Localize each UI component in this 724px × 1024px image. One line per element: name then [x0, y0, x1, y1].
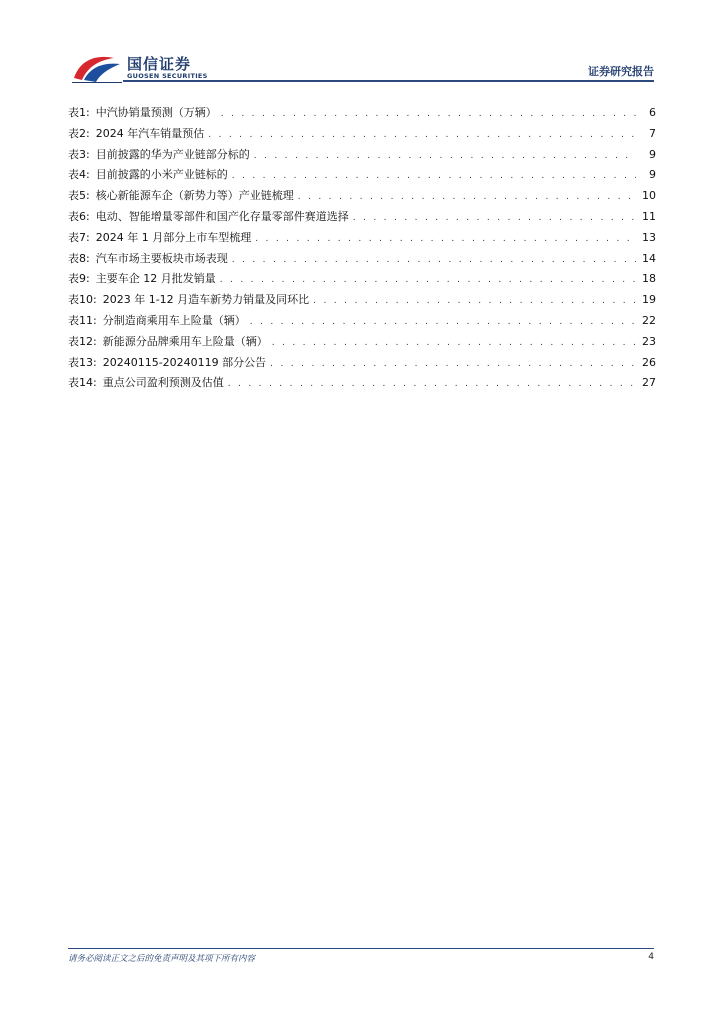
toc-entry-label: 表6:	[68, 209, 90, 223]
report-type-label: 证券研究报告	[588, 65, 654, 78]
toc-leader-dots	[270, 359, 636, 369]
toc-leader-dots	[250, 317, 636, 327]
page-header	[0, 0, 724, 86]
toc-entry-label: 表4:	[68, 168, 90, 182]
header-divider	[123, 80, 654, 82]
footer-disclaimer: 请务必阅读正文之后的免责声明及其项下所有内容	[68, 954, 256, 964]
toc-entry-title: 汽车市场主要板块市场表现	[95, 251, 228, 265]
toc-entry-page: 10	[642, 189, 656, 203]
table-of-contents	[68, 104, 656, 395]
logo-chinese-name: 国信证券	[127, 55, 192, 73]
page-number: 4	[648, 952, 654, 962]
toc-entry[interactable]	[68, 270, 656, 291]
toc-leader-dots	[232, 171, 636, 181]
toc-entry[interactable]	[68, 104, 656, 125]
toc-entry-title: 20240115-20240119 部分公告	[102, 355, 267, 369]
toc-entry-title: 2023 年 1-12 月造车新势力销量及同环比	[102, 293, 310, 307]
toc-leader-dots	[208, 130, 636, 140]
toc-entry-page: 23	[642, 334, 656, 348]
toc-entry-label: 表9:	[68, 272, 90, 286]
toc-entry-title: 2024 年 1 月部分上市车型梳理	[95, 230, 252, 244]
toc-entry-label: 表11:	[68, 313, 97, 327]
toc-leader-dots	[298, 192, 636, 202]
toc-entry-page: 11	[642, 209, 656, 223]
toc-entry-page: 13	[642, 230, 656, 244]
toc-entry[interactable]	[68, 374, 656, 395]
toc-entry-label: 表3:	[68, 147, 90, 161]
toc-entry-label: 表5:	[68, 189, 90, 203]
toc-entry[interactable]	[68, 312, 656, 333]
footer-divider	[68, 948, 654, 949]
toc-entry-page: 26	[642, 355, 656, 369]
toc-entry-label: 表1:	[68, 106, 90, 119]
toc-entry[interactable]	[68, 229, 656, 250]
toc-entry-title: 重点公司盈利预测及估值	[102, 376, 224, 390]
toc-entry-title: 新能源分品牌乘用车上险量（辆）	[102, 334, 268, 348]
toc-entry-label: 表13:	[68, 355, 97, 369]
toc-leader-dots	[353, 213, 636, 223]
toc-entry-label: 表12:	[68, 334, 97, 348]
toc-entry[interactable]	[68, 354, 656, 375]
toc-entry-page: 9	[649, 147, 656, 161]
toc-entry-title: 2024 年汽车销量预估	[95, 126, 205, 140]
toc-leader-dots	[221, 109, 636, 119]
toc-entry-page: 18	[642, 272, 656, 286]
toc-entry-title: 中汽协销量预测（万辆）	[95, 106, 217, 119]
toc-entry-title: 目前披露的小米产业链标的	[95, 168, 228, 182]
guosen-logo-icon	[70, 52, 124, 84]
toc-entry[interactable]	[68, 125, 656, 146]
toc-entry-page: 9	[649, 168, 656, 182]
toc-entry[interactable]	[68, 166, 656, 187]
toc-entry-label: 表14:	[68, 376, 97, 390]
toc-leader-dots	[220, 275, 636, 285]
toc-entry-page: 19	[642, 293, 656, 307]
toc-entry-page: 22	[642, 313, 656, 327]
toc-entry-label: 表2:	[68, 126, 90, 140]
toc-entry-label: 表8:	[68, 251, 90, 265]
toc-leader-dots	[228, 379, 636, 389]
toc-entry[interactable]	[68, 187, 656, 208]
toc-leader-dots	[272, 338, 636, 348]
toc-entry-label: 表7:	[68, 230, 90, 244]
toc-entry-label: 表10:	[68, 293, 97, 307]
toc-leader-dots	[313, 296, 636, 306]
toc-leader-dots	[232, 255, 636, 265]
toc-entry[interactable]	[68, 208, 656, 229]
toc-entry-page: 6	[649, 106, 656, 119]
toc-leader-dots	[254, 151, 636, 161]
toc-entry-title: 分制造商乘用车上险量（辆）	[102, 313, 246, 327]
toc-entry[interactable]	[68, 146, 656, 167]
toc-entry-page: 27	[642, 376, 656, 390]
toc-entry[interactable]	[68, 291, 656, 312]
toc-entry-page: 14	[642, 251, 656, 265]
logo-english-name: GUOSEN SECURITIES	[127, 72, 208, 80]
toc-entry[interactable]	[68, 250, 656, 271]
toc-entry[interactable]	[68, 333, 656, 354]
toc-entry-title: 电动、智能增量零部件和国产化存量零部件赛道选择	[95, 209, 349, 223]
toc-entry-title: 目前披露的华为产业链部分标的	[95, 147, 250, 161]
toc-entry-title: 核心新能源车企（新势力等）产业链梳理	[95, 189, 294, 203]
toc-leader-dots	[255, 234, 636, 244]
toc-entry-page: 7	[649, 126, 656, 140]
toc-entry-title: 主要车企 12 月批发销量	[95, 272, 216, 286]
